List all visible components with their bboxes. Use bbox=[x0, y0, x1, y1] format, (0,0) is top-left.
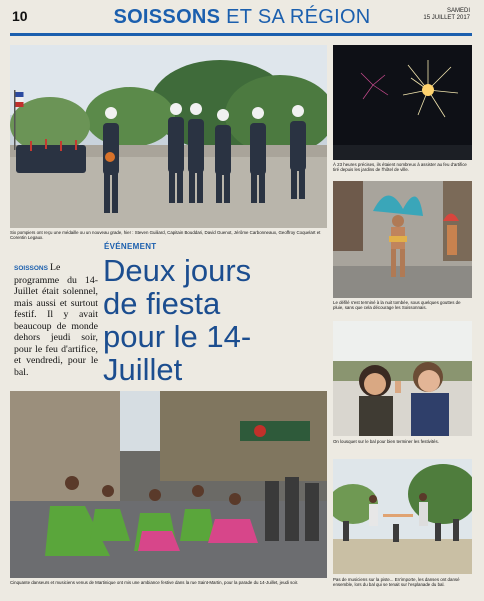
page-header bbox=[0, 0, 484, 36]
section-title-rest: ET SA RÉGION bbox=[226, 6, 371, 28]
page-number: 10 bbox=[12, 8, 28, 24]
location-tag: SOISSONS bbox=[14, 265, 48, 272]
issue-date-full: 15 JUILLET 2017 bbox=[423, 15, 470, 21]
photo-fireworks bbox=[333, 45, 472, 160]
photo-pompiers bbox=[10, 45, 327, 228]
article-kicker: ÉVÉNEMENT bbox=[104, 242, 157, 251]
article-title bbox=[103, 254, 325, 386]
lead-text: Le programme du 14-Juillet était solennel, mais aussi et surtout festif. Il y avait beaucoup de monde dehors jeudi soir, pour le feu d'artifice, et vendredi, pour le bal. bbox=[14, 262, 98, 378]
title-line-3: pour le 14-Juillet bbox=[103, 319, 252, 387]
caption-bal: Pas de musiciens sur la piste... En'importe, les danses ont dansé ensemble, lors du bal qui se tenait sur l'esplanade du bal. bbox=[333, 577, 460, 588]
title-line-2: de fiesta bbox=[103, 286, 221, 321]
photo-dancer bbox=[333, 181, 472, 298]
photo-selfie bbox=[333, 321, 472, 436]
caption-selfie: On lousquet sur le bal pour bien terminer les festivités. bbox=[333, 439, 439, 444]
section-title bbox=[0, 6, 484, 29]
issue-date bbox=[423, 8, 470, 22]
section-title-bold: SOISSONS bbox=[113, 6, 221, 28]
issue-date-day: SAMEDI bbox=[446, 8, 470, 14]
title-line-1: Deux jours bbox=[103, 253, 252, 288]
photo-bal bbox=[333, 459, 472, 574]
caption-fireworks: À 23 heures précises, ils étaient nombreux à assister au feu d'artifice tiré depuis les jardins de l'hôtel de ville. bbox=[333, 162, 467, 173]
caption-parade: Cinquante danseurs et musiciens venus de Martinique ont mis une ambiance festive dans la rue Saint-Martin, pour la parade du 14-Juillet, jeudi soir. bbox=[10, 580, 299, 585]
article-lead bbox=[14, 262, 98, 378]
photo-parade bbox=[10, 391, 327, 578]
header-rule bbox=[10, 33, 472, 36]
caption-pompiers: Six pompiers ont reçu une médaille ou un nouveau grade, hier : Steven Guiliard, Capitain Bouddari, David Guenot, Jérôme Carbonneaux, Geoffroy Coquelart et Corentin Legaux. bbox=[10, 230, 321, 241]
caption-dancer: Le défilé s'est terminé à la nuit tombée, sous quelques gouttes de pluie, sans que cela décourage les Soissonnais. bbox=[333, 300, 461, 311]
